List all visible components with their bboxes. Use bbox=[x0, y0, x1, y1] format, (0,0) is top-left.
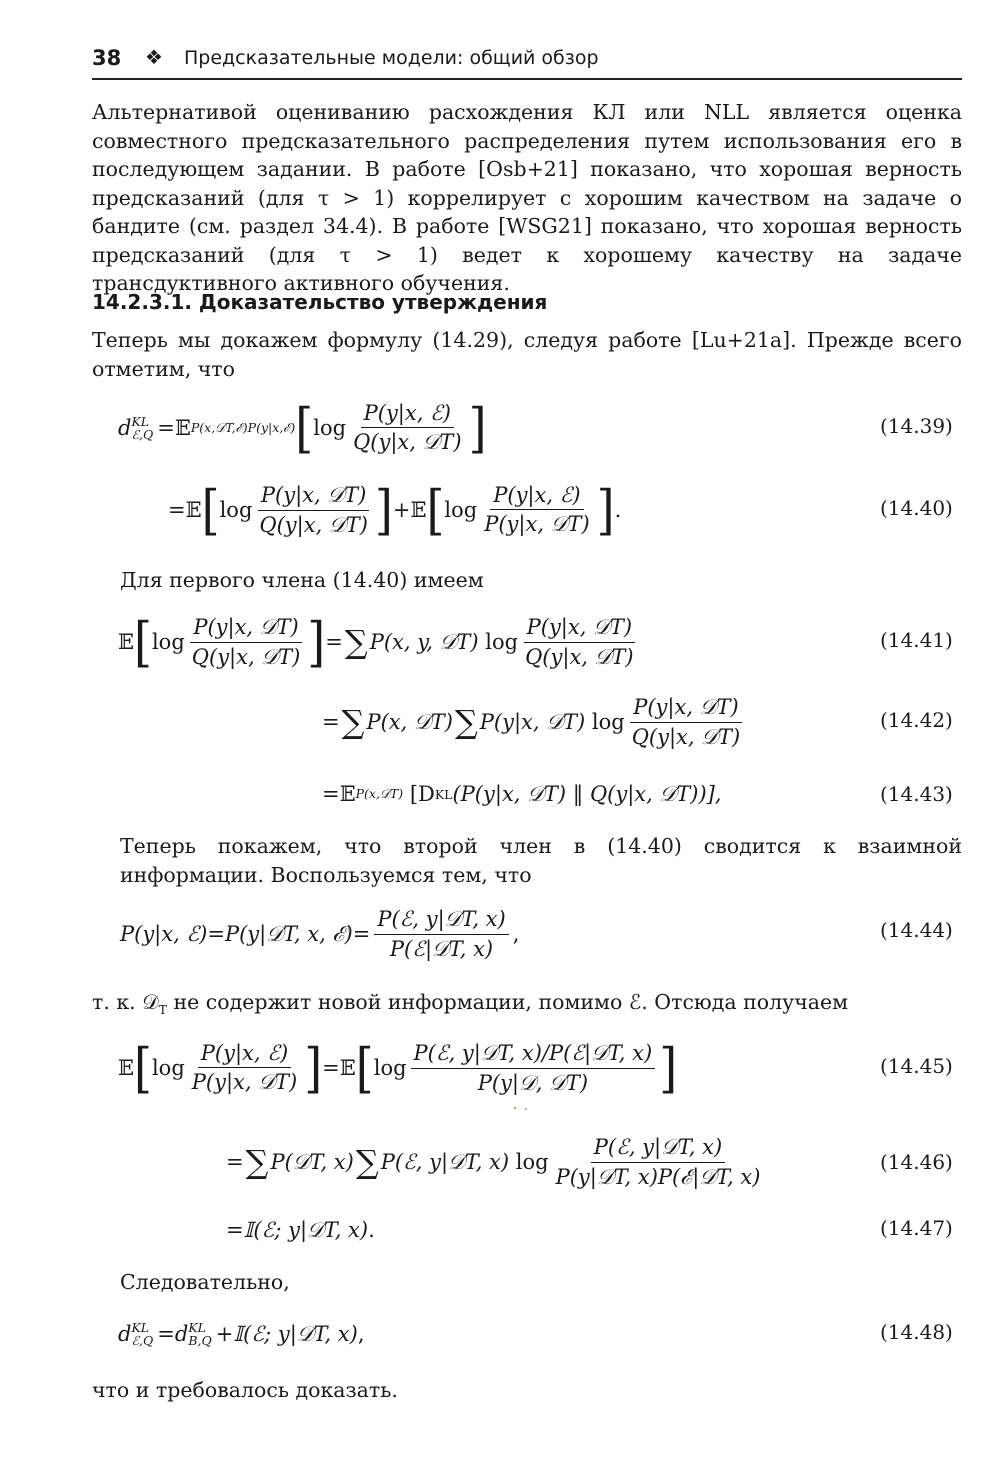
equation-14-42: = ∑ P(x, 𝒟T) ∑ P(y|x, 𝒟T) log $\frac{\text{P(y|x, 𝒟T)}}{\text{Q(y|x, 𝒟T)}}$ bbox=[322, 694, 741, 749]
paragraph-second-term: Теперь покажем, что второй член в (14.40) сводится к взаимной информации. Воспользуемся тем, что bbox=[120, 834, 962, 887]
paragraph-dt-info: т. к. 𝒟$_T$ не содержит новой информации, помимо ℰ. Отсюда получаем bbox=[92, 990, 849, 1017]
section-title: 14.2.3.1. Доказательство утверждения bbox=[92, 290, 548, 314]
paragraph-intro: Альтернативой оцениванию расхождения КЛ или NLL является оценка совместного предсказательного распределения путем использования его в последующем задании. В работе [Osb+21] показано, что хорошая верность предсказаний (для τ > 1) коррелирует с хорошим качеством на задаче о бандите (см. раздел 34.4). В работе [WSG21] показано, что хорошая верность предсказаний (для τ > 1) ведет к хорошему качеству на задаче трансдуктивного активного обучения. bbox=[92, 100, 962, 295]
page-header bbox=[92, 46, 962, 80]
equation-14-40: = 𝔼 [ log $\frac{\text{P(y|x, 𝒟T)}}{\text{Q(y|x, 𝒟T)}}$ ] + 𝔼 [ log $\frac{\text{P(y|x, ℰ)}}{\text{P(y|x, 𝒟T)}}$ ] . bbox=[168, 478, 622, 542]
equation-number: (14.46) bbox=[880, 1150, 953, 1174]
equation-number: (14.47) bbox=[880, 1216, 953, 1240]
diamond-ornament-icon: ❖ bbox=[145, 45, 163, 69]
equation-number: (14.44) bbox=[880, 918, 953, 942]
equation-14-48: d KL ℰ,Q = d KL B,Q + 𝕀(ℰ; y|𝒟T, x) , bbox=[118, 1320, 365, 1348]
equation-number: (14.48) bbox=[880, 1320, 953, 1344]
equation-14-47: = 𝕀(ℰ; y|𝒟T, x) . bbox=[226, 1217, 375, 1242]
equation-number: (14.39) bbox=[880, 414, 953, 438]
equation-14-44: P(y|x, ℰ) = P(y|𝒟T, x, ℰ) = $\frac{\text{P(ℰ, y|𝒟T, x)}}{\text{P(ℰ|𝒟T, x)}}$ , bbox=[120, 906, 520, 961]
paragraph-first-term: Для первого члена (14.40) имеем bbox=[120, 568, 484, 592]
print-speck bbox=[512, 1105, 532, 1111]
paragraph-proof-start: Теперь мы докажем формулу (14.29), следуя работе [Lu+21a]. Прежде всего отметим, что bbox=[92, 328, 962, 381]
paragraph-qed: что и требовалось доказать. bbox=[92, 1378, 398, 1402]
equation-number: (14.41) bbox=[880, 628, 953, 652]
equation-14-46: = ∑ P(𝒟T, x) ∑ P(ℰ, y|𝒟T, x) log $\frac{\text{P(ℰ, y|𝒟T, x)}}{\text{P(y|𝒟T, x)P(ℰ|𝒟T, x)}}$ bbox=[226, 1134, 761, 1189]
equation-14-41: 𝔼 [ log $\frac{\text{P(y|x, 𝒟T)}}{\text{Q(y|x, 𝒟T)}}$ ] = ∑ P(x, y, 𝒟T) log $\frac{\text{P(y|x, 𝒟T)}}{\text{Q(y|x, 𝒟T)}}$ bbox=[118, 610, 634, 674]
equation-number: (14.45) bbox=[880, 1054, 953, 1078]
equation-number: (14.42) bbox=[880, 708, 953, 732]
equation-number: (14.40) bbox=[880, 496, 953, 520]
page-number: 38 bbox=[92, 46, 122, 70]
paragraph-therefore: Следовательно, bbox=[120, 1270, 290, 1294]
equation-14-45: 𝔼 [ log $\frac{\text{P(y|x, ℰ)}}{\text{P(y|x, 𝒟T)}}$ ] = 𝔼 [ log $\frac{\text{P(ℰ, y|𝒟T, x)/P(ℰ|𝒟T, x)}}{\text{P(y|𝒟, 𝒟T)}}$ ] bbox=[118, 1036, 678, 1100]
running-title: Предсказательные модели: общий обзор bbox=[184, 47, 599, 69]
equation-14-39: d KL ℰ,Q = 𝔼 P(x,𝒟T,ℰ)P(y|x,ℰ) [ log $\frac{\text{P(y|x, ℰ)}}{\text{Q(y|x, 𝒟T)}}$ ] bbox=[118, 396, 487, 460]
equation-14-43: = 𝔼 P(x,𝒟T) [D KL (P(y|x, 𝒟T) ‖ Q(y|x, 𝒟T))], bbox=[322, 781, 722, 806]
equation-number: (14.43) bbox=[880, 782, 953, 806]
